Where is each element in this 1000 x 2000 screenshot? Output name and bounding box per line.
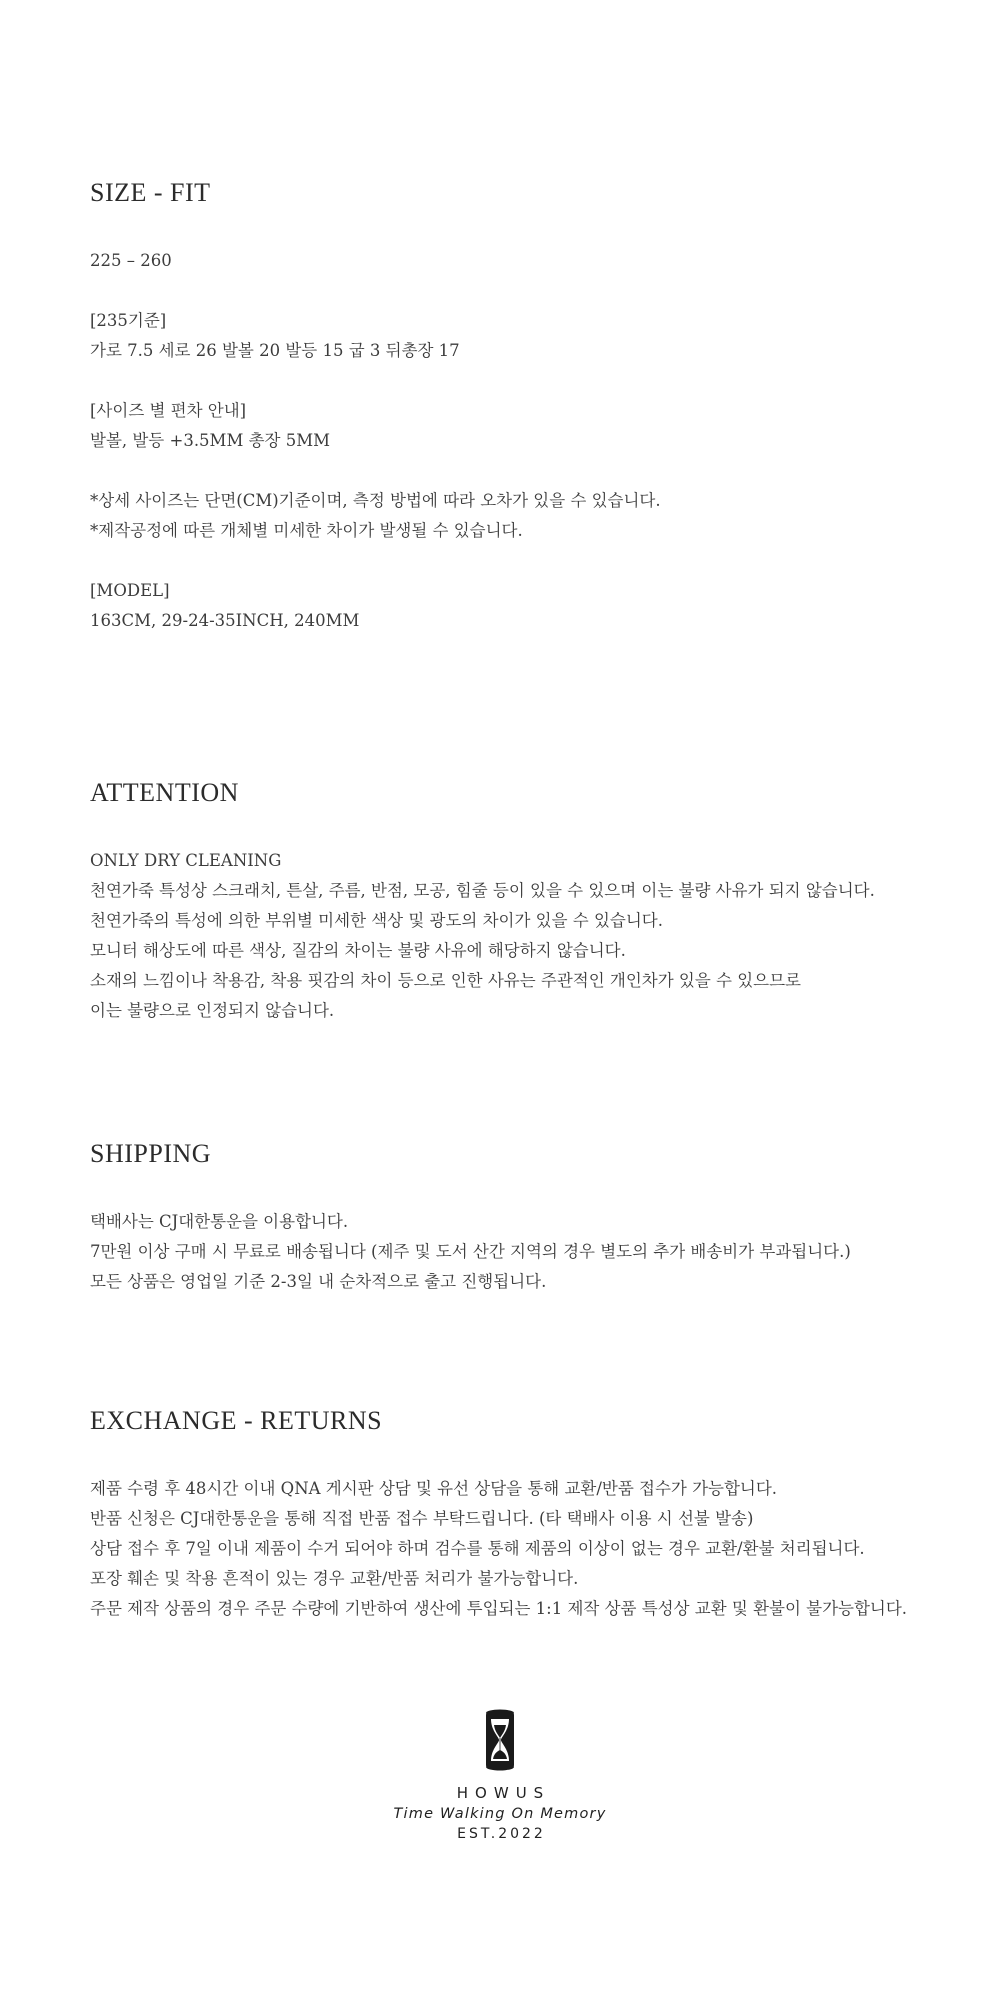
exchange-line: 상담 접수 후 7일 이내 제품이 수거 되어야 하며 검수를 통해 제품의 이상이 없는 경우 교환/환불 처리됩니다. <box>90 1539 865 1558</box>
base-size-values: 가로 7.5 세로 26 발볼 20 발등 15 굽 3 뒤총장 17 <box>90 341 460 360</box>
attention-line: 모니터 해상도에 따른 색상, 질감의 차이는 불량 사유에 해당하지 않습니다. <box>90 941 626 960</box>
attention-line: 천연가죽 특성상 스크래치, 튼살, 주름, 반점, 모공, 힘줄 등이 있을 수 있으며 이는 불량 사유가 되지 않습니다. <box>90 881 875 900</box>
size-note: *상세 사이즈는 단면(CM)기준이며, 측정 방법에 따라 오차가 있을 수 있습니다. <box>90 491 661 510</box>
hourglass-icon <box>483 1708 517 1772</box>
shipping-section <box>90 1141 950 1297</box>
attention-line: 소재의 느낌이나 착용감, 착용 핏감의 차이 등으로 인한 사유는 주관적인 개인차가 있을 수 있으므로 <box>90 971 801 990</box>
exchange-line: 제품 수령 후 48시간 이내 QNA 게시판 상담 및 유선 상담을 통해 교환/반품 접수가 가능합니다. <box>90 1479 778 1498</box>
size-fit-section <box>90 180 950 636</box>
size-fit-content <box>90 246 950 636</box>
attention-section <box>90 780 950 1026</box>
attention-line: 이는 불량으로 인정되지 않습니다. <box>90 1001 335 1020</box>
size-range: 225 – 260 <box>90 251 172 270</box>
deviation-values: 발볼, 발등 +3.5MM 총장 5MM <box>90 431 331 450</box>
attention-line: 천연가죽의 특성에 의한 부위별 미세한 색상 및 광도의 차이가 있을 수 있습니다. <box>90 911 663 930</box>
shipping-title: SHIPPING <box>90 1139 212 1168</box>
base-size-label: [235기준] <box>90 311 167 330</box>
brand-footer <box>0 1708 1000 1842</box>
exchange-line: 주문 제작 상품의 경우 주문 수량에 기반하여 생산에 투입되는 1:1 제작 상품 특성상 교환 및 환불이 불가능합니다. <box>90 1599 908 1618</box>
size-note: *제작공정에 따른 개체별 미세한 차이가 발생될 수 있습니다. <box>90 521 523 540</box>
shipping-content <box>90 1207 950 1297</box>
brand-name: HOWUS <box>456 1784 551 1802</box>
shipping-line: 7만원 이상 구매 시 무료로 배송됩니다 (제주 및 도서 산간 지역의 경우 별도의 추가 배송비가 부과됩니다.) <box>90 1242 851 1261</box>
attention-line: ONLY DRY CLEANING <box>90 851 282 870</box>
exchange-line: 반품 신청은 CJ대한통운을 통해 직접 반품 접수 부탁드립니다. (타 택배사 이용 시 선불 발송) <box>90 1509 754 1528</box>
deviation-label: [사이즈 별 편차 안내] <box>90 401 247 420</box>
exchange-returns-content <box>90 1474 950 1624</box>
attention-title: ATTENTION <box>90 778 239 807</box>
exchange-returns-title: EXCHANGE - RETURNS <box>90 1406 383 1435</box>
shipping-line: 택배사는 CJ대한통운을 이용합니다. <box>90 1212 349 1231</box>
model-values: 163CM, 29-24-35INCH, 240MM <box>90 611 360 630</box>
attention-content <box>90 846 950 1026</box>
shipping-line: 모든 상품은 영업일 기준 2-3일 내 순차적으로 출고 진행됩니다. <box>90 1272 547 1291</box>
brand-established: EST.2022 <box>457 1826 546 1842</box>
size-fit-title: SIZE - FIT <box>90 178 211 207</box>
exchange-line: 포장 훼손 및 착용 흔적이 있는 경우 교환/반품 처리가 불가능합니다. <box>90 1569 579 1588</box>
brand-tagline: Time Walking On Memory <box>393 1806 607 1822</box>
exchange-returns-section <box>90 1408 950 1624</box>
model-label: [MODEL] <box>90 581 170 600</box>
